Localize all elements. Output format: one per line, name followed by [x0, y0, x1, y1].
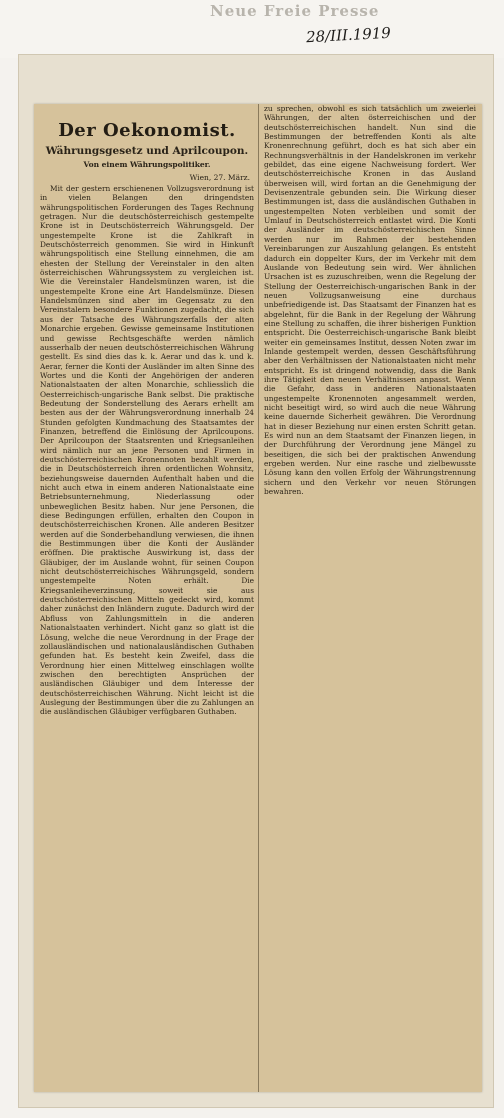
article-subtitle: Währungsgesetz und Aprilcoupon. [45, 145, 249, 157]
left-column-text [40, 184, 254, 717]
left-column [40, 110, 254, 1092]
right-column-text [264, 104, 476, 496]
right-column [264, 104, 476, 1092]
left-column-paragraph: Mit der gestern erschienenen Vollzugsverordnung ist in vielen Belangen den dringendsten währungspolitischen Forderungen des Tages Rechnung getragen. Nur die deutschösterreichisch gestempelte Krone ist in Deutschösterreich Währungsgeld. Der ungestempelte Krone ist die Zahlkraft in Deutschösterreich genommen. Sie wird in Hinkunft währungspolitisch eine Stellung einnehmen, die am ehesten der Stellung der Vereinstaler in den alten österreichischen Währungssystem zu vergleichen ist. Wie die Vereinstaler Handelsmünzen waren, ist die ungestempelte Krone eine Art Handelsmünze. Diesen Handelsmünzen sind aber im Gegensatz zu den Vereinstalern besondere Funktionen zugedacht, die sich aus der Tatsache des Währungszerfalls der alten Monarchie ergeben. Gewisse gemeinsame Institutionen und gewisse Rechtsgeschäfte werden nämlich ausserhalb der neuen deutschösterreichischen Währung gestellt. Es sind dies das k. k. Aerar und das k. und k. Aerar, ferner die Konti der Ausländer im alten Sinne des Wortes und die Konti der Angehörigen der anderen Nationalstaaten der alten Monarchie, schliesslich die Oesterreichisch-ungarische Bank selbst. Die praktische Bedeutung der Sonderstellung des Aerars erhellt am besten aus der der Währungsverordnung innerhalb 24 Stunden gefolgten Kundmachung des Staatsamtes der Finanzen, betreffend die Einlösung der Aprilcoupons. Der Aprilcoupon der Staatsrenten und Kriegsanleihen wird nämlich nur an jene Personen und Firmen in deutschösterreichischen Kronennoten bezahlt werden, die in Deutschösterreich ihren ordentlichen Wohnsitz, beziehungsweise dauernden Aufenthalt haben und die nicht auch etwa in einem anderen Nationalstaate eine Betriebsunternehmung, Niederlassung oder unbeweglichen Besitz haben. Nur jene Personen, die diese Bedingungen erfüllen, erhalten den Coupon in deutschösterreichischen Kronen. Alle anderen Besitzer werden auf die Sonderbehandlung verwiesen, die ihnen die Bestimmungen über die Konti der Ausländer eröffnen. Die praktische Auswirkung ist, dass der Gläubiger, der im Auslande wohnt, für seinen Coupon nicht deutschösterreichisches Währungsgeld, sondern ungestempelte Noten erhält. Die Kriegsanleiheverzinsung, soweit sie aus deutschösterreichischen Mitteln gedeckt wird, kommt daher zunächst den Inländern zugute. Dadurch wird der Abfluss von Zahlungsmitteln in die anderen Nationalstaaten verhindert. Nicht ganz so glatt ist die Lösung, welche die neue Verordnung in der Frage der zollausländischen und nationalausländischen Guthaben gefunden hat. Es besteht kein Zweifel, dass die Verordnung hier einen Mittelweg einschlagen wollte zwischen den berechtigten Ansprüchen der ausländischen Gläubiger und dem Interesse der deutschösterreichischen Währung. Nicht leicht ist die Auslegung der Bestimmungen über die zu Zahlungen an die ausländischen Gläubiger verfügbaren Guthaben. [40, 184, 254, 717]
right-column-paragraph: zu sprechen, obwohl es sich tatsächlich um zweierlei Währungen, der alten österreichischen und der deutschösterreichischen handelt. Nun sind die Bestimmungen der betreffenden Konti als alte Kronenrechnung geführt, doch es hat sich aber ein Rechnungsverhältnis in der Handelskronen im verkehr gebildet, das eine eigene Nachweisung fordert. Wer deutschösterreichische Kronen in das Ausland überweisen will, wird fortan an die Genehmigung der Devisenzentrale gebunden sein. Die Wirkung dieser Bestimmungen ist, dass die ausländischen Guthaben in ungestempelten Noten verbleiben und somit der Umlauf in Deutschösterreich entlastet wird. Die Konti der Ausländer im deutschösterreichischen Sinne werden nur im Rahmen der bestehenden Vereinbarungen zur Auszahlung gelangen. Es entsteht dadurch ein doppelter Kurs, der im Verkehr mit dem Auslande von Bedeutung sein wird. Wer ähnlichen Ursachen ist es zuzuschreiben, wenn die Regelung der Stellung der Oesterreichisch-ungarischen Bank in der neuen Vollzugsanweisung eine durchaus unbefriedigende ist. Das Staatsamt der Finanzen hat es abgelehnt, für die Bank in der Regelung der Währung eine Stellung zu schaffen, die ihrer bisherigen Funktion entspricht. Die Oesterreichisch-ungarische Bank bleibt weiter ein gemeinsames Institut, dessen Noten zwar im Inlande gestempelt werden, dessen Geschäftsführung aber den Verhältnissen der Nationalstaaten nicht mehr entspricht. Es ist dringend notwendig, dass die Bank ihre Tätigkeit den neuen Verhältnissen anpasst. Wenn die Gefahr, dass in anderen Nationalstaaten ungestempelte Kronennoten angesammelt werden, nicht beseitigt wird, so wird auch die neue Währung keine dauernde Sicherheit gewähren. Die Verordnung hat in dieser Beziehung nur einen ersten Schritt getan. Es wird nun an dem Staatsamt der Finanzen liegen, in der Durchführung der Verordnung jene Mängel zu beseitigen, die sich bei der praktischen Anwendung ergeben werden. Nur eine rasche und zielbewusste Lösung kann den vollen Erfolg der Währungstrennung sichern und den Verkehr vor neuen Störungen bewahren. [264, 104, 476, 497]
column-divider [258, 104, 259, 1092]
handwritten-date: 28/III.1919 [305, 23, 392, 47]
article-dateline: Wien, 27. März. [189, 173, 250, 182]
newspaper-masthead: Neue Freie Presse [210, 2, 380, 20]
article-byline: Von einem Währungspolitiker. [83, 160, 211, 169]
newspaper-clipping [34, 104, 482, 1092]
article-title: Der Oekonomist. [58, 120, 236, 141]
